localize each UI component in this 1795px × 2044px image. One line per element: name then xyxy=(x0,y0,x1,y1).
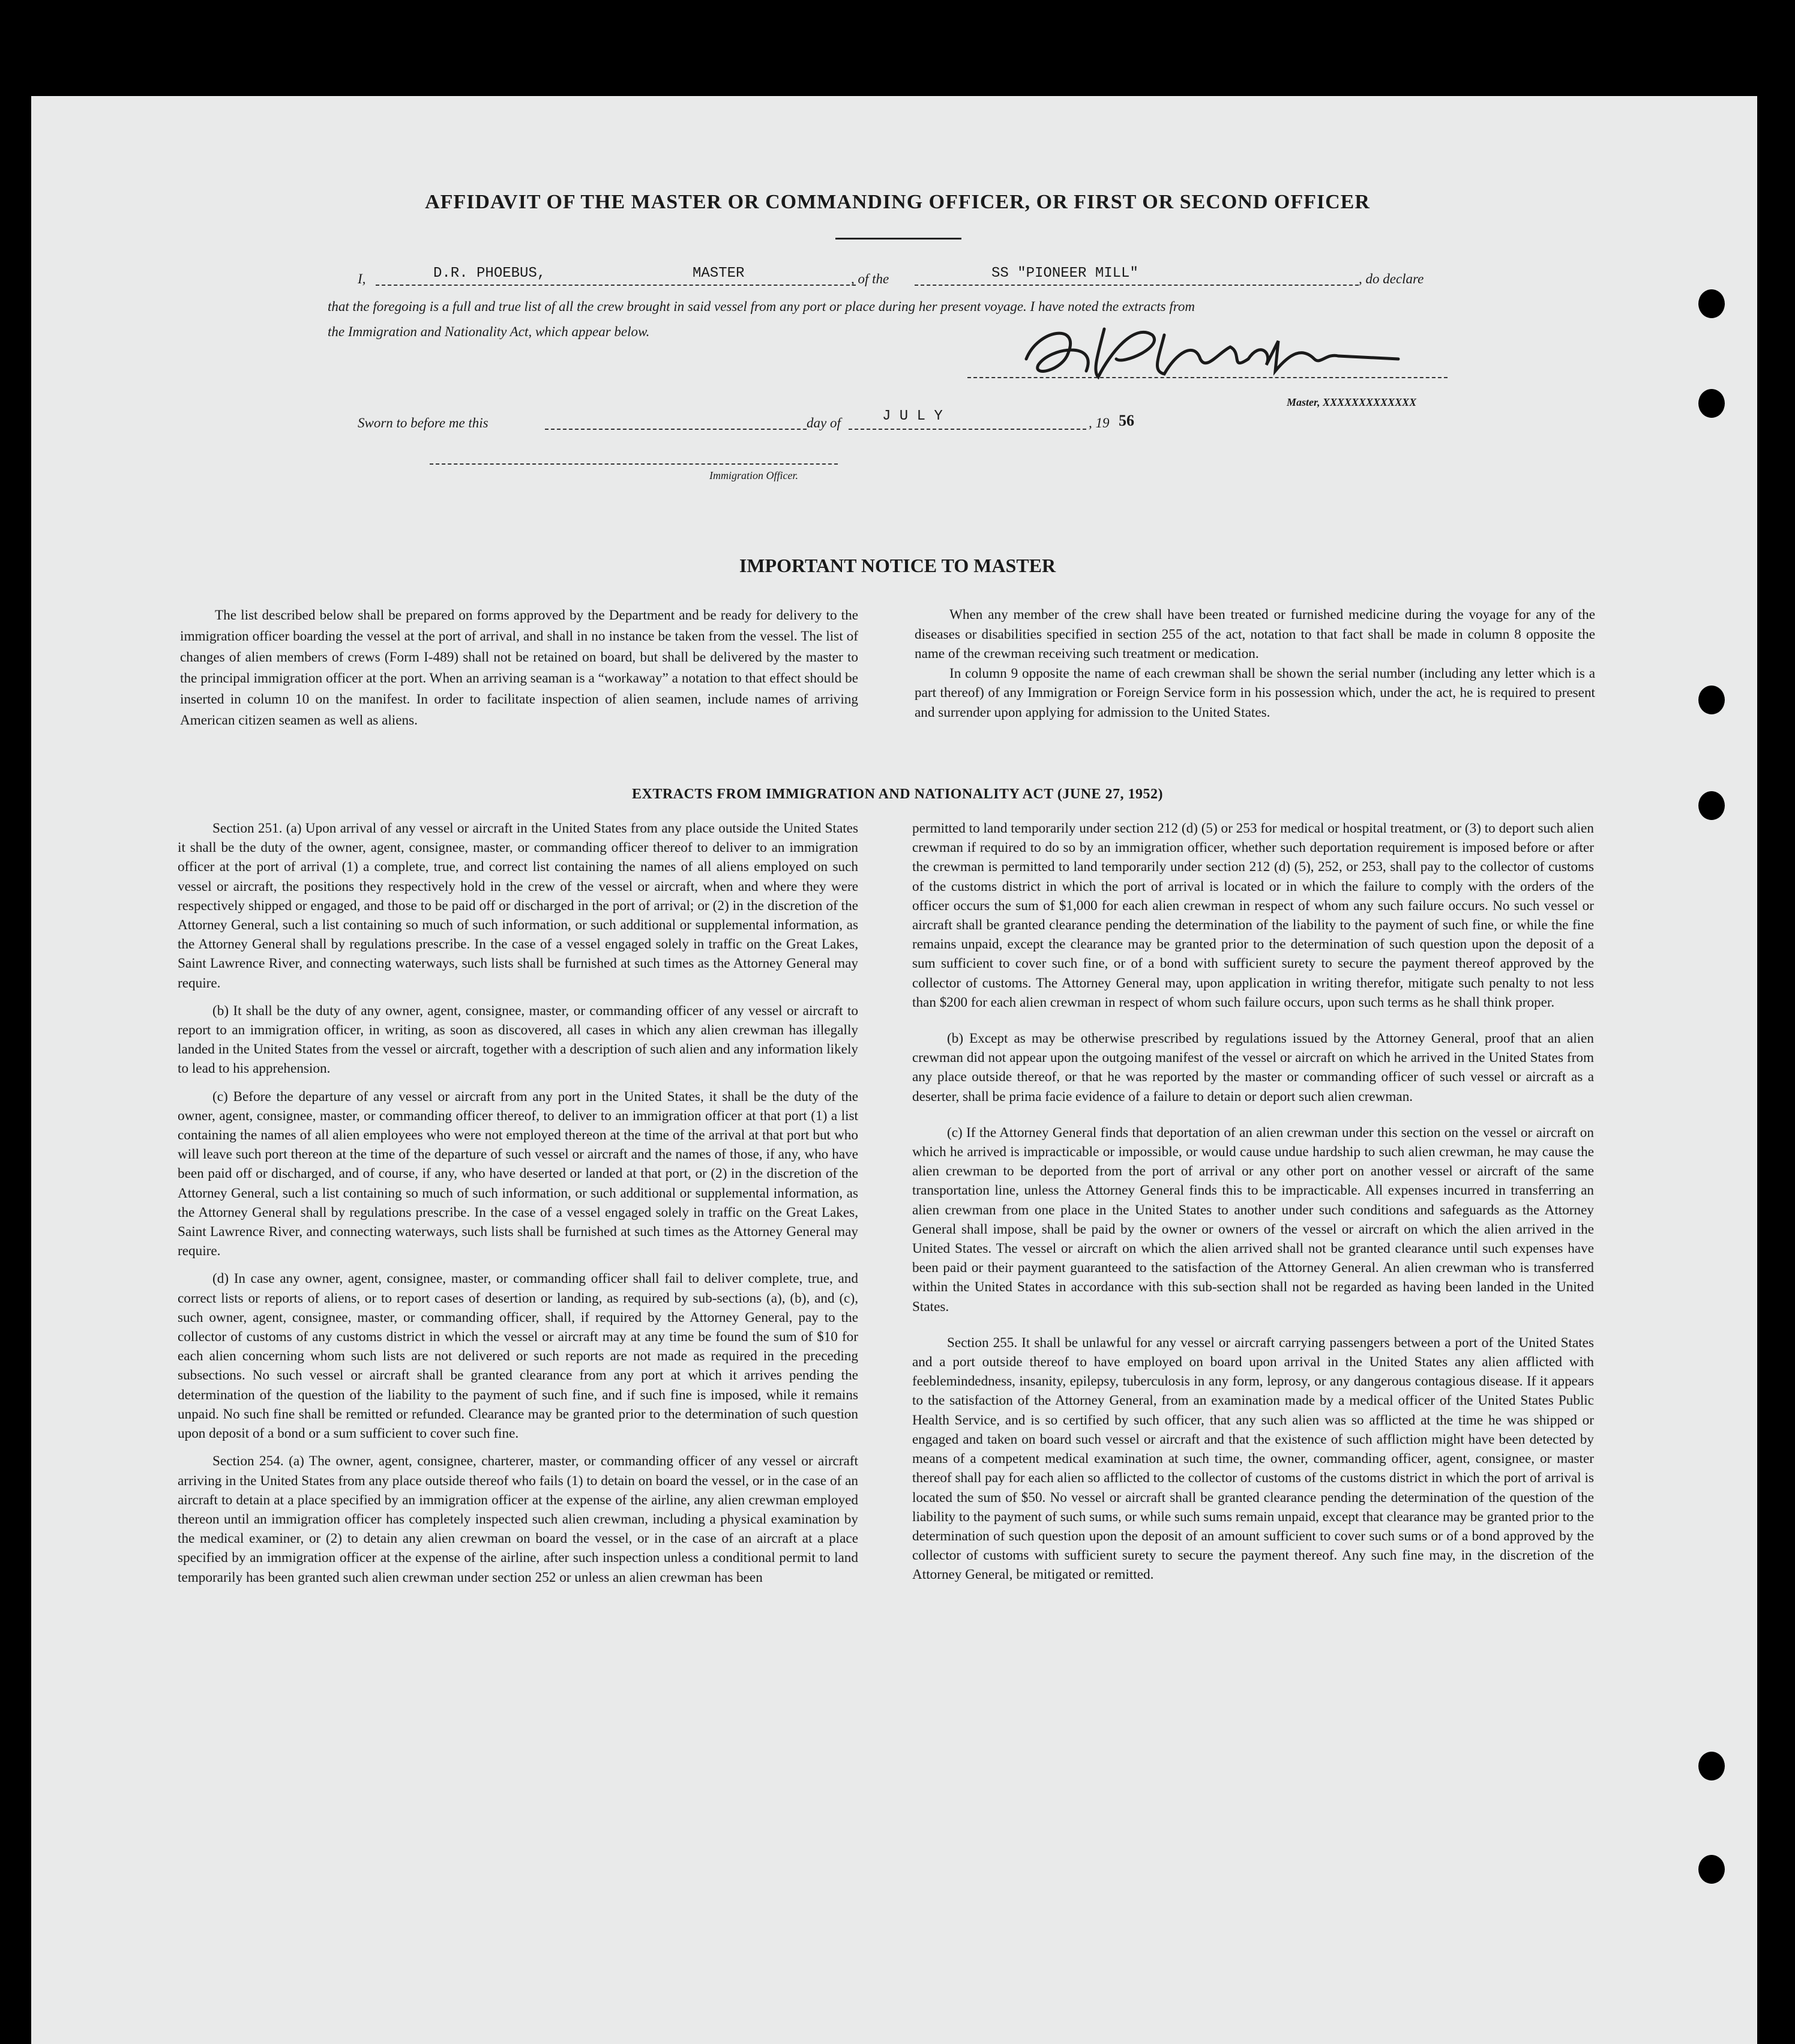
section-paragraph: Section 251. (a) Upon arrival of any vessel or aircraft in the United States from any place outside the United States it shall be the duty of the owner, agent, consignee, master, or commanding officer thereof to deliver to an immigration officer at the port of arrival (1) a complete, true, and correct list containing the names of all aliens employed on such vessel or aircraft, the positions they respectively hold in the crew of the vessel or aircraft, when and where they were respectively shipped or engaged, and those to be paid off or discharged in the port of arrival; or (2) in the discretion of the Attorney General, such a list containing so much of such information, or such additional or supplemental information, as the Attorney General shall by regulations prescribe. In the case of a vessel engaged solely in traffic on the Great Lakes, Saint Lawrence River, and connecting waterways, such lists shall be furnished at such times as the Attorney General may require. xyxy=(178,821,858,991)
extracts-title: EXTRACTS FROM IMMIGRATION AND NATIONALITY ACT (JUNE 27, 1952) xyxy=(632,786,1163,802)
declaration-line-2: the Immigration and Nationality Act, which appear below. xyxy=(328,324,650,339)
signature-label: Master, XXXXXXXXXXXXX xyxy=(1287,396,1417,408)
affidavit-title: AFFIDAVIT OF THE MASTER OR COMMANDING OFFICER, OR FIRST OR SECOND OFFICER xyxy=(425,191,1370,213)
binder-hole xyxy=(1698,289,1725,318)
name-value: D.R. PHOEBUS, xyxy=(433,265,546,282)
section-paragraph: (b) It shall be the duty of any owner, agent, consignee, master, or commanding officer of any vessel or aircraft to report to an immigration officer, in writing, as soon as discovered, all cases in which any alien crewman has illegally landed in the United States from the vessel or aircraft, together with a description of such alien and any information likely to lead to his apprehension. xyxy=(178,1002,858,1077)
binder-hole xyxy=(1698,686,1725,714)
notice-left-column xyxy=(180,605,858,731)
title-rule xyxy=(835,238,961,240)
binder-hole xyxy=(1698,389,1725,418)
do-declare-label: , do declare xyxy=(1359,271,1424,286)
i-label: I, xyxy=(358,271,366,286)
year-value: 56 xyxy=(1119,412,1134,429)
section-paragraph: (c) If the Attorney General finds that deportation of an alien crewman under this section on the vessel or aircraft on which he arrived is impracticable or impossible, or would cause undue hardship to such alien crewman, he may cause the alien crewman to be deported from the port of arrival or any other port on another vessel or aircraft of the same transportation line, unless the Attorney General finds this to be impracticable. All expenses incurred in transferring an alien crewman from one place in the United States to another under such conditions and safeguards as the Attorney General shall impose, shall be paid by the owner or owners of the vessel or aircraft on which the alien arrived in the United States. The vessel or aircraft on which the alien arrived shall not be granted clearance until such expenses have been paid or their payment guaranteed to the satisfaction of the Attorney General. An alien crewman who is transferred within the United States in accordance with this sub-section shall not be regarded as having been landed in the United States. xyxy=(912,1124,1594,1315)
vessel-value: SS "PIONEER MILL" xyxy=(991,265,1138,282)
sworn-day-blank xyxy=(545,413,807,430)
section-paragraph: (d) In case any owner, agent, consignee, master, or commanding officer shall fail to deliver complete, true, and correct lists or reports of aliens, or to report cases of desertion or landing, as required by sub-sections (a), (b), and (c), such owner, agent, consignee, master, or commanding officer, shall, if required by the Attorney General, pay to the collector of customs of any customs district in which the vessel or aircraft may at any time be found the sum of $10 for each alien concerning whom such lists are not delivered or such reports are not made as required in the preceding subsections. No such vessel or aircraft shall be granted clearance from any port at which it arrives pending the determination of the question of the liability to the payment of such fine, and if such fine is imposed, while it remains unpaid. No such fine shall be remitted or refunded. Clearance may be granted prior to the determination of such question upon deposit of a bond or a sum sufficient to cover such fine. xyxy=(178,1271,858,1442)
signature-line xyxy=(967,376,1448,378)
notice-right-column xyxy=(915,605,1595,722)
section-paragraph: Section 255. It shall be unlawful for any vessel or aircraft carrying passengers between a port of the United States and a port outside thereof to have employed on board upon arrival in the United States any alien afflicted with feeblemindedness, insanity, epilepsy, tuberculosis in any form, leprosy, or any dangerous contagious disease. If it appears to the satisfaction of the Attorney General, from an examination made by a medical officer of the United States Public Health Service, and is so certified by such officer, that any such alien was so afflicted at the time he was shipped or engaged and taken on board such vessel or aircraft and that the existence of such affliction might have been detected by means of a competent medical examination at such time, the owner, commanding officer, agent, consignee, or master thereof shall pay for each alien so afflicted to the collector of customs of the customs district in which the port of arrival is located the sum of $50. No vessel or aircraft shall be granted clearance pending the determination of the question of the liability to the payment of such sums, or while such sums remain unpaid, except that clearance may be granted prior to the determination of such question upon the deposit of an amount sufficient to cover such sums or of a bond approved by the collector of customs with sufficient surety to secure the payment thereof. Any such fine may, in the discretion of the Attorney General, be mitigated or remitted. xyxy=(912,1334,1594,1583)
binder-hole xyxy=(1698,1855,1725,1884)
section-paragraph: (b) Except as may be otherwise prescribed by regulations issued by the Attorney General, proof that an alien crewman did not appear upon the outgoing manifest of the vessel or aircraft on which he arrived in the United States from any place outside thereof, or that he was reported by the master or commanding officer of such vessel or aircraft as a deserter, shall be prima facie evidence of a failure to detain or deport such alien crewman. xyxy=(912,1031,1594,1105)
officer-label: Immigration Officer. xyxy=(709,469,798,481)
sworn-label: Sworn to before me this xyxy=(358,415,489,430)
of-the-label: , of the xyxy=(851,271,889,286)
master-signature xyxy=(1014,317,1410,389)
extracts-right-column xyxy=(912,819,1594,1593)
year-prefix: , 19 xyxy=(1089,415,1110,430)
notice-title: IMPORTANT NOTICE TO MASTER xyxy=(739,555,1056,576)
notice-paragraph: In column 9 opposite the name of each crewman shall be shown the serial number (including any letter which is a part thereof) of any Immigration or Foreign Service form in his possession which, under the act, he is required to present and surrender upon applying for admission to the United States. xyxy=(915,665,1595,720)
month-value: J U L Y xyxy=(882,408,943,424)
section-paragraph: permitted to land temporarily under section 212 (d) (5) or 253 for medical or hospital treatment, or (3) to deport such alien crewman if required to do so by an immigration officer, whether such deportation requirement is imposed before or after the crewman is permitted to land temporarily under section 212 (d) (5), 252, or 253, shall pay to the collector of customs of the customs district in which the port of arrival is located or in which the failure to comply with the orders of the officer occurs the sum of $1,000 for each alien crewman in respect of whom any such failure occurs. No such vessel or aircraft shall be granted clearance pending the determination of the liability to the payment of such fine, or while the fine remains unpaid, except the clearance may be granted prior to the determination of such question upon the deposit of a sum sufficient to cover such fine, or of a bond with sufficient surety to secure the payment thereof approved by the collector of customs. The Attorney General may, upon application in writing therefor, mitigate such penalty to not less than $200 for each alien crewman in respect of whom such failure occurs, upon such terms as he shall think proper. xyxy=(912,821,1594,1010)
day-of-label: day of xyxy=(807,415,841,430)
officer-line xyxy=(430,462,838,465)
rank-value: MASTER xyxy=(693,265,745,282)
extracts-left-column xyxy=(178,819,858,1596)
section-paragraph: (c) Before the departure of any vessel or aircraft from any port in the United States, it shall be the duty of the owner, agent, consignee, master, or commanding officer thereof, to deliver to an immigration officer at that port (1) a list containing the names of all alien employees who were not employed thereon at the time of the arrival at that port but who will leave such port thereon at the time of the departure of such vessel or aircraft and the names of those, if any, who have been paid off or discharged, and of course, if any, who have deserted or landed at that port, or (2) in the discretion of the Attorney General, such a list containing so much of such information, or such additional or supplemental information, as the Attorney General shall by regulations prescribe. In the case of a vessel engaged solely in traffic on the Great Lakes, Saint Lawrence River, and connecting waterways, such lists shall be furnished at such times as the Attorney General may require. xyxy=(178,1088,858,1259)
section-paragraph: Section 254. (a) The owner, agent, consignee, charterer, master, or commanding officer of any vessel or aircraft arriving in the United States from any place outside thereof who fails (1) to detain on board the vessel, or in the case of an aircraft to detain at a place specified by an immigration officer at the expense of the airline, any alien crewman employed thereon until an immigration officer has completely inspected such alien crewman, including a physical examination by the medical examiner, or (2) to detain any alien crewman on board the vessel, or in the case of an aircraft at a place specified by an immigration officer at the expense of the airline, after such inspection unless a conditional permit to land temporarily has been granted such alien crewman under section 252 or unless an alien crewman has been xyxy=(178,1453,858,1585)
declaration-line-1: that the foregoing is a full and true list of all the crew brought in said vessel from any port or place during her present voyage. I have noted the extracts from xyxy=(328,299,1195,314)
notice-paragraph: The list described below shall be prepared on forms approved by the Department and be ready for delivery to the immigration officer boarding the vessel at the port of arrival, and shall in no instance be taken from the vessel. The list of changes of alien members of crews (Form I-489) shall not be retained on board, but shall be delivered by the master to the principal immigration officer at the port. When an arriving seaman is a “workaway” a notation to that effect should be inserted in column 10 on the manifest. In order to facilitate inspection of alien seamen, include names of arriving American citizen seamen as well as aliens. xyxy=(180,607,858,728)
binder-hole xyxy=(1698,1752,1725,1780)
notice-paragraph: When any member of the crew shall have been treated or furnished medicine during the voyage for any of the diseases or disabilities specified in section 255 of the act, notation to that fact shall be made in column 8 opposite the name of the crewman receiving such treatment or medication. xyxy=(915,607,1595,662)
